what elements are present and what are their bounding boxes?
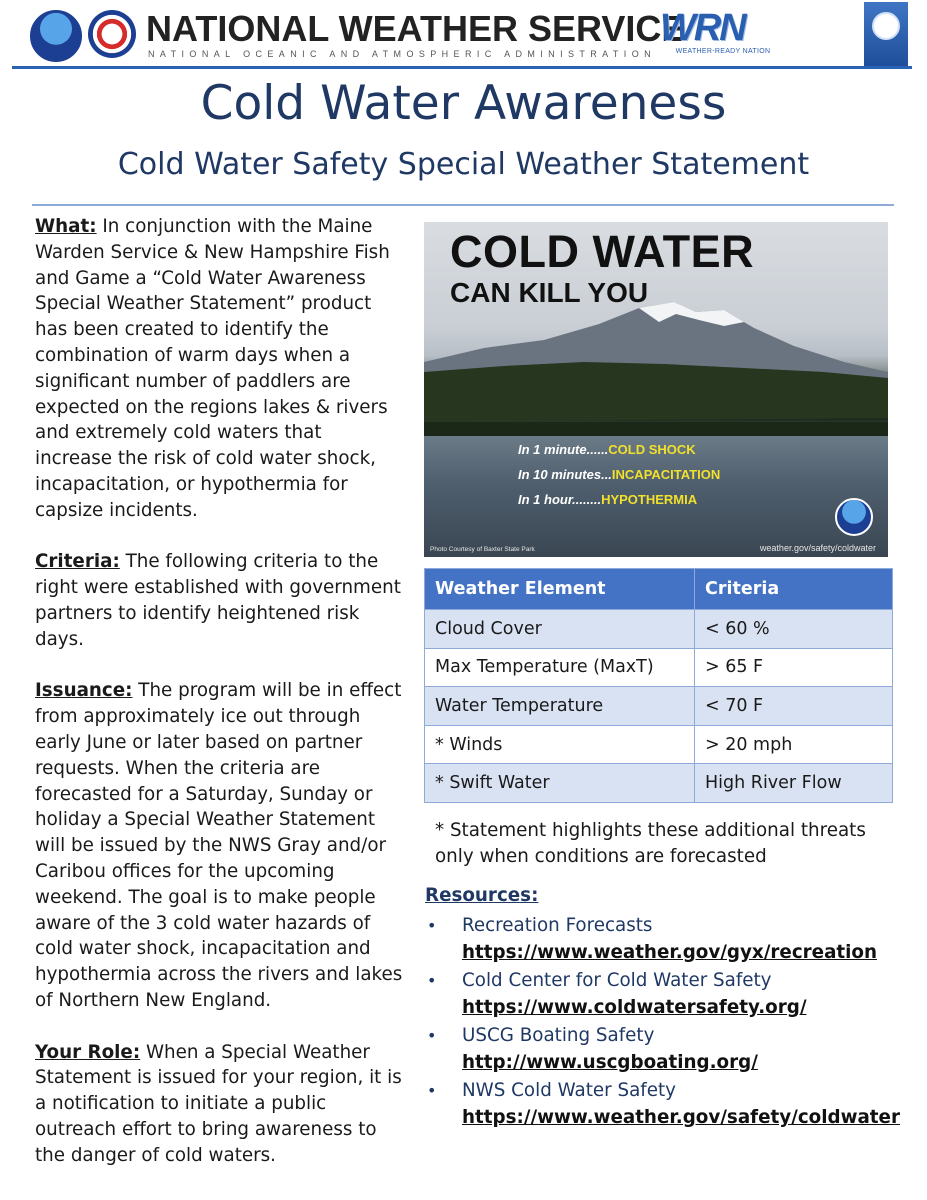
criteria-table (424, 568, 893, 803)
bullet-icon: • (427, 916, 437, 935)
table-row (425, 764, 893, 803)
commerce-seal-icon (872, 12, 900, 40)
poster-line-1 (518, 442, 696, 457)
poster-line-1-hazard: COLD SHOCK (608, 442, 696, 457)
header-banner (12, 2, 912, 69)
poster-headline: COLD WATER (450, 226, 755, 277)
resource-name: NWS Cold Water Safety (462, 1080, 676, 1101)
page-title: Cold Water Awareness (200, 76, 727, 131)
issuance-paragraph (35, 678, 403, 1013)
issuance-label: Issuance: (35, 680, 133, 702)
bullet-icon: • (427, 1026, 437, 1045)
wrn-tagline: WEATHER-READY NATION (675, 48, 771, 55)
poster-line-2-time: In 10 minutes (518, 467, 602, 482)
resources-heading: Resources: (425, 885, 539, 906)
criteria-text: The following criteria to the right were established with government partners to identify heightened risk days. (35, 551, 401, 650)
wrn-logo (660, 8, 786, 60)
resource-link[interactable]: https://www.weather.gov/gyx/recreation (462, 942, 877, 963)
poster-photo-credit: Photo Courtesy of Baxter State Park (430, 546, 535, 553)
table-cell: > 65 F (695, 648, 893, 687)
table-cell: Cloud Cover (425, 610, 695, 649)
role-paragraph (35, 1040, 403, 1169)
poster-line-2-dots: ... (601, 467, 612, 482)
resources-list (425, 912, 905, 1132)
table-footnote: * Statement highlights these additional threats only when conditions are forecasted (435, 820, 866, 867)
table-row (425, 687, 893, 726)
table-cell: * Winds (425, 725, 695, 764)
what-paragraph (35, 214, 403, 524)
poster-line-3 (518, 492, 697, 507)
column-header: Weather Element (425, 569, 695, 610)
table-row (425, 610, 893, 649)
poster-line-2 (518, 467, 720, 482)
list-item (425, 1077, 905, 1132)
role-label: Your Role: (35, 1041, 141, 1063)
criteria-label: Criteria: (35, 551, 120, 573)
list-item (425, 1022, 905, 1077)
poster-line-3-time: In 1 hour (518, 492, 573, 507)
poster-url: weather.gov/safety/coldwater (759, 543, 876, 553)
nws-logo-icon (88, 10, 136, 58)
wrn-logo-text: WRN (660, 7, 745, 49)
table-cell: < 70 F (695, 687, 893, 726)
poster-line-3-hazard: HYPOTHERMIA (601, 492, 698, 507)
resource-link[interactable]: http://www.uscgboating.org/ (462, 1052, 758, 1073)
resource-name: Cold Center for Cold Water Safety (462, 970, 772, 991)
noaa-logo-icon (30, 10, 82, 62)
page-subtitle: Cold Water Safety Special Weather Statement (117, 147, 810, 182)
table-cell: Water Temperature (425, 687, 695, 726)
poster-line-1-dots: ...... (586, 442, 609, 457)
table-cell: < 60 % (695, 610, 893, 649)
table-cell: > 20 mph (695, 725, 893, 764)
table-row (425, 648, 893, 687)
table-header-row (425, 569, 893, 610)
list-item (425, 967, 905, 1022)
resource-name: Recreation Forecasts (462, 915, 653, 936)
poster-line-1-time: In 1 minute (518, 442, 587, 457)
info-column (35, 214, 403, 1194)
agency-name: NATIONAL WEATHER SERVICE (146, 8, 686, 49)
poster-line-3-dots: ........ (572, 492, 602, 507)
issuance-text: The program will be in effect from approximately ice out through early June or later based on partner requests. When the criteria are forecasted for a Saturday, Sunday or holiday a Special Weather Statement will be issued by the NWS Gray and/or Caribou offices for the upcoming weekend. The goal is to make people aware of the 3 cold water hazards of cold water shock, incapacitation and hypothermia across the rivers and lakes of Northern New England. (35, 680, 403, 1011)
commerce-seal-panel (864, 2, 908, 66)
poster-line-2-hazard: INCAPACITATION (611, 467, 721, 482)
table-cell: Max Temperature (MaxT) (425, 648, 695, 687)
resource-link[interactable]: https://www.weather.gov/safety/coldwater (462, 1107, 900, 1128)
criteria-paragraph (35, 549, 403, 652)
cold-water-poster (424, 222, 888, 557)
table-cell: * Swift Water (425, 764, 695, 803)
list-item (425, 912, 905, 967)
bullet-icon: • (427, 971, 437, 990)
column-header: Criteria (695, 569, 893, 610)
parent-agency-name: NATIONAL OCEANIC AND ATMOSPHERIC ADMINISTRATION (148, 49, 656, 59)
table-cell: High River Flow (695, 764, 893, 803)
resource-link[interactable]: https://www.coldwatersafety.org/ (462, 997, 807, 1018)
poster-noaa-icon (835, 498, 873, 536)
role-text: When a Special Weather Statement is issued for your region, it is a notification to initiate a public outreach effort to bring awareness to the danger of cold waters. (35, 1041, 402, 1166)
what-label: What: (35, 216, 97, 237)
bullet-icon: • (427, 1081, 437, 1100)
resource-name: USCG Boating Safety (462, 1025, 655, 1046)
what-text: In conjunction with the Maine Warden Service & New Hampshire Fish and Game a “Cold Water Awareness Special Weather Statement” product has been created to identify the combination of warm days when a significant number of paddlers are expected on the regions lakes & rivers and extremely cold waters that increase the risk of cold water shock, incapacitation, or hypothermia for capsize incidents. (35, 216, 390, 521)
table-row (425, 725, 893, 764)
poster-subheadline: CAN KILL YOU (450, 277, 649, 308)
title-divider (32, 204, 894, 206)
